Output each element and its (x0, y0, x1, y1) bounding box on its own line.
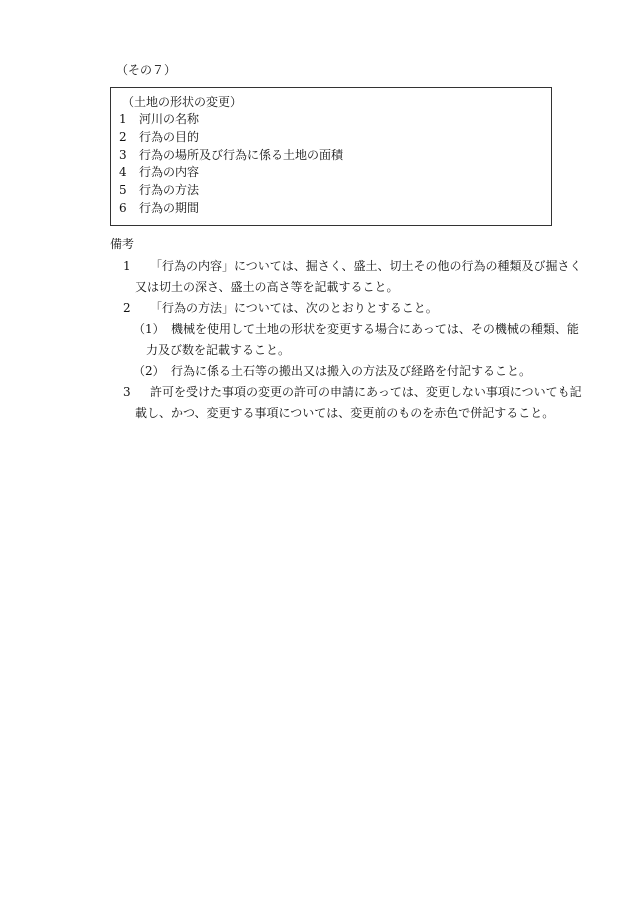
remark-text: 許可を受けた事項の変更の許可の申請にあっては、変更しない事項についても記 (150, 385, 582, 399)
remark-note (110, 256, 582, 298)
box-item-number: 5 (119, 183, 127, 198)
box-item (119, 111, 551, 129)
remarks-heading: 備考 (110, 237, 135, 251)
remark-number: （1） (133, 322, 165, 336)
remark-text: 機械を使用して土地の形状を変更する場合にあっては、その機械の種類、能 (171, 322, 579, 336)
remark-number: 3 (123, 385, 131, 399)
box-item-number: 3 (119, 147, 127, 162)
remark-note (110, 298, 568, 319)
box-item-label: 河川の名称 (139, 112, 200, 126)
remark-text-continued: 力及び数を記載すること。 (146, 343, 291, 357)
page-label: （その７） (116, 63, 177, 77)
remark-text-continued: 載し、かつ、変更する事項については、変更前のものを赤色で併記すること。 (135, 406, 555, 420)
box-item-number: 6 (119, 200, 127, 215)
box-item (119, 164, 551, 182)
remarks-list (110, 256, 582, 424)
box-item (119, 147, 551, 165)
box-title: （土地の形状の変更） (122, 95, 243, 109)
remark-number: 2 (123, 301, 131, 315)
box-item-label: 行為の方法 (139, 183, 200, 198)
remark-note (110, 382, 582, 424)
box-item (119, 182, 551, 200)
box-item-number: 2 (119, 129, 127, 144)
remark-number: （2） (133, 364, 165, 378)
box-item (119, 200, 551, 218)
remark-text: 「行為の内容」については、掘さく、盛土、切土その他の行為の種類及び掘さく (150, 259, 582, 273)
remark-number: 1 (123, 259, 131, 273)
box-item-label: 行為の内容 (139, 165, 200, 180)
form-item-box (110, 87, 552, 226)
box-item (119, 129, 551, 147)
box-item-label: 行為の目的 (139, 129, 200, 144)
box-item-label: 行為の場所及び行為に係る土地の面積 (139, 147, 344, 162)
remark-text: 「行為の方法」については、次のとおりとすること。 (150, 301, 438, 315)
box-item-number: 1 (119, 112, 127, 126)
remark-subnote (110, 319, 579, 361)
remark-subnote (110, 361, 568, 382)
box-item-number: 4 (119, 165, 127, 180)
remark-text: 行為に係る土石等の搬出又は搬入の方法及び経路を付記すること。 (171, 364, 532, 378)
remark-text-continued: 又は切土の深さ、盛土の高さ等を記載すること。 (135, 280, 399, 294)
box-item-label: 行為の期間 (139, 200, 200, 215)
